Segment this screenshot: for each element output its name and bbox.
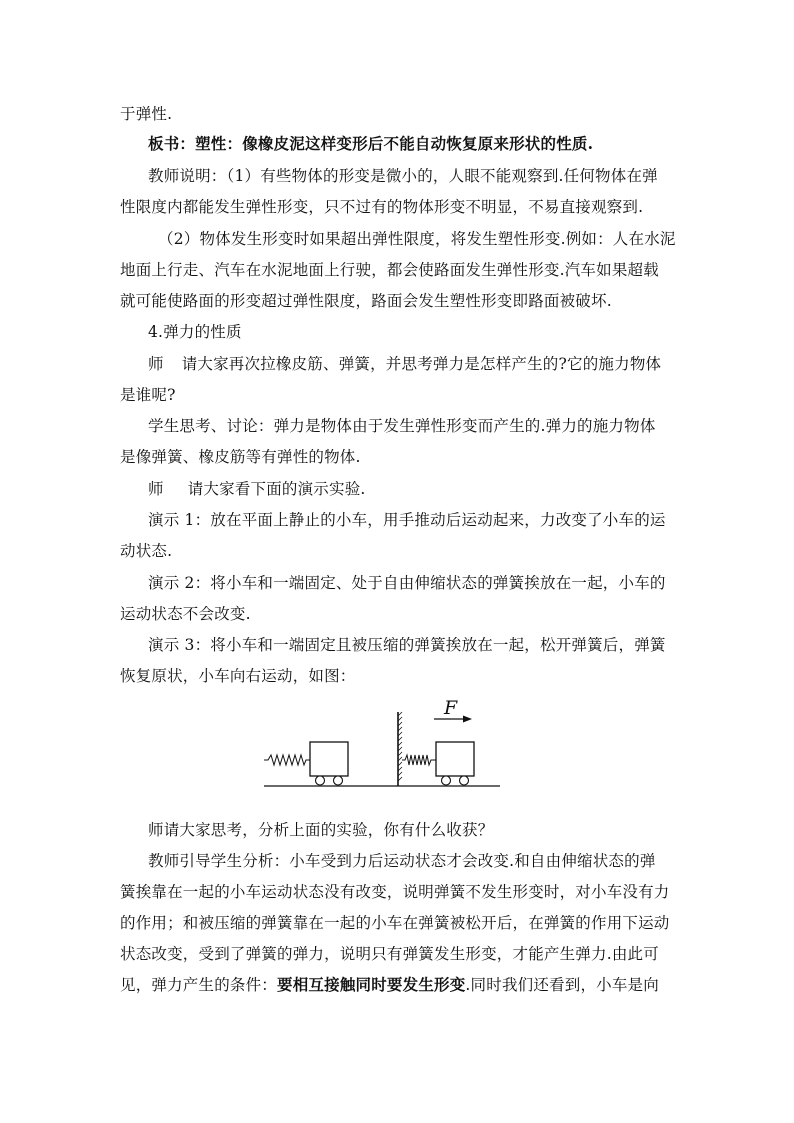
text-line: 师 请大家再次拉橡皮筋、弹簧，并思考弹力是怎样产生的?它的施力物体 xyxy=(148,355,662,373)
text-line: 演示 3：将小车和一端固定且被压缩的弹簧挨放在一起，松开弹簧后，弹簧 xyxy=(148,636,666,654)
right-cart-wheel xyxy=(460,776,469,785)
text-line: 是谁呢? xyxy=(120,386,176,404)
text-line: 师请大家思考，分析上面的实验，你有什么收获？ xyxy=(148,821,494,839)
text-line: 簧挨靠在一起的小车运动状态没有改变，说明弹簧不发生形变时，对小车没有力 xyxy=(120,883,670,901)
text-line: 地面上行走、汽车在水泥地面上行驶，都会使路面发生弹性形变.汽车如果超载 xyxy=(120,261,659,279)
text-line: 见，弹力产生的条件：要相互接触同时要发生形变.同时我们还看到，小车是向 xyxy=(120,975,659,994)
text-line: 运动状态不会改变. xyxy=(120,605,251,623)
left-cart-body xyxy=(310,742,348,776)
force-label: F xyxy=(444,698,458,719)
left-cart-wheel xyxy=(316,776,325,785)
speaker-label: 师 xyxy=(148,355,164,373)
text-line: 就可能使路面的形变超过弹性限度，路面会发生塑性形变即路面被破坏. xyxy=(120,292,612,310)
text-line: 的作用；和被压缩的弹簧靠在一起的小车在弹簧被松开后，在弹簧的作用下运动 xyxy=(120,914,670,932)
text-line: 师 请大家看下面的演示实验. xyxy=(148,480,366,498)
text-line: 教师引导学生分析：小车受到力后运动状态才会改变.和自由伸缩状态的弹 xyxy=(148,852,656,870)
text-line: 学生思考、讨论：弹力是物体由于发生弹性形变而产生的.弹力的施力物体 xyxy=(148,417,656,435)
right-cart-wheel xyxy=(442,776,451,785)
text-line: 于弹性. xyxy=(120,105,173,123)
board-note-line xyxy=(148,134,680,154)
left-cart-wheel xyxy=(334,776,343,785)
text-line: 恢复原状，小车向右运动，如图： xyxy=(120,667,356,685)
right-spring xyxy=(402,755,436,765)
speaker-label: 师 xyxy=(148,480,164,498)
text-line: 动状态. xyxy=(120,542,173,560)
force-arrowhead xyxy=(463,716,472,723)
left-spring xyxy=(264,755,310,765)
board-note-label: 板书： xyxy=(148,134,196,153)
text-line: 演示 1：放在平面上静止的小车，用手推动后运动起来，力改变了小车的运 xyxy=(148,511,666,529)
right-cart-body xyxy=(436,742,474,776)
text-line: 性限度内都能发生弹性形变，只不过有的物体形变不明显，不易直接观察到. xyxy=(120,198,644,216)
section-heading: 4.弹力的性质 xyxy=(148,323,242,341)
text-line: （2）物体发生形变时如果超出弹性限度，将发生塑性形变.例如：人在水泥 xyxy=(158,230,676,248)
text-line: 是像弹簧、橡皮筋等有弹性的物体. xyxy=(120,448,361,466)
emphasis-text: 要相互接触同时要发生形变 xyxy=(277,975,466,994)
board-note-text: 塑性：像橡皮泥这样变形后不能自动恢复原来形状的性质. xyxy=(195,134,594,153)
text-line: 教师说明：（1）有些物体的形变是微小的，人眼不能观察到.任何物体在弹 xyxy=(148,167,658,185)
spring-cart-diagram xyxy=(256,698,504,794)
text-line: 状态改变，受到了弹簧的弹力，说明只有弹簧发生形变，才能产生弹力.由此可 xyxy=(120,945,659,963)
text-line: 演示 2：将小车和一端固定、处于自由伸缩状态的弹簧挨放在一起，小车的 xyxy=(148,574,666,592)
